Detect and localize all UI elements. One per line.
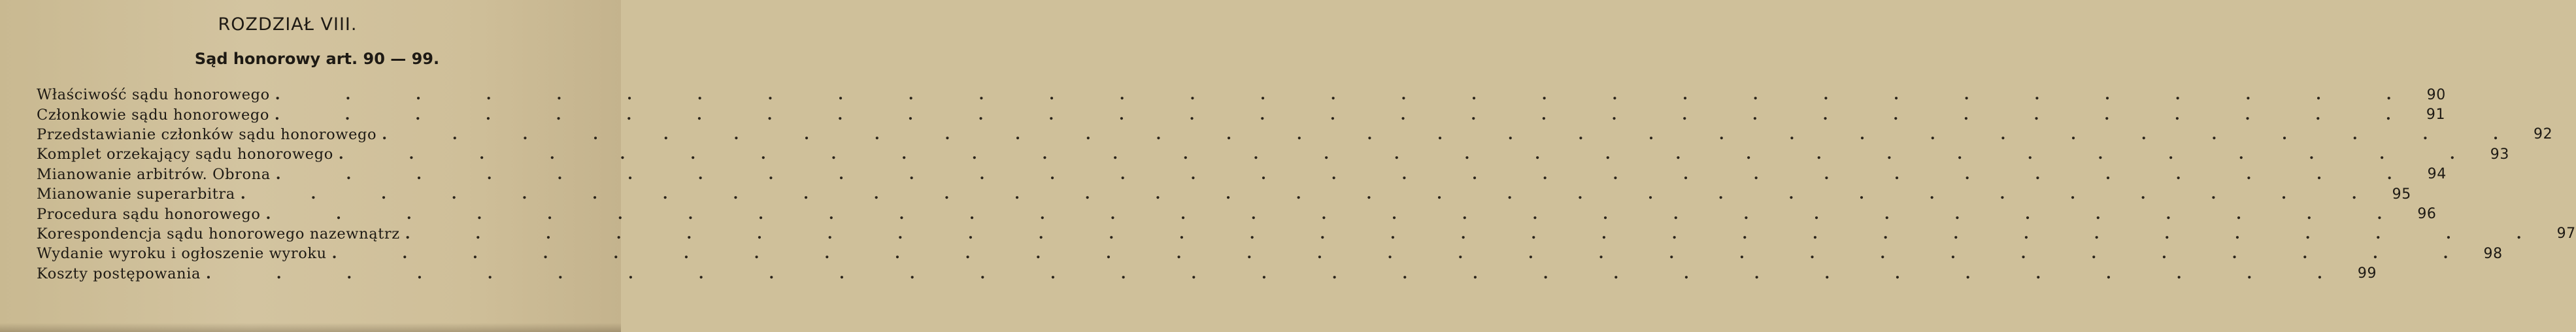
toc-row <box>37 244 2503 263</box>
toc-entry-article: 92 <box>2534 126 2553 143</box>
chapter-title: ROZDZIAŁ VIII. <box>218 14 358 35</box>
toc-row <box>37 125 2553 144</box>
dot-leader: . . . . . . . . . . . . . . . . . . . . . . . . . . . . . . . <box>265 205 2413 223</box>
dot-leader: . . . . . . . . . . . . . . . . . . . . . . . . . . . . . . . <box>331 245 2479 263</box>
toc-entry-article: 96 <box>2417 206 2437 223</box>
toc-row <box>37 224 2576 244</box>
toc-entry-title: Mianowanie arbitrów. Obrona <box>37 165 271 183</box>
toc-row <box>37 264 2377 284</box>
toc-entry-article: 97 <box>2556 225 2576 242</box>
page-bottom-shadow <box>0 323 621 332</box>
dot-leader: . . . . . . . . . . . . . . . . . . . . . . . . . . . . . . . <box>275 86 2422 104</box>
toc-row <box>37 105 2446 124</box>
toc-entry-title: Wydanie wyroku i ogłoszenie wyroku <box>37 245 327 263</box>
toc-entry-title: Członkowie sądu honorowego <box>37 106 270 124</box>
dot-leader: . . . . . . . . . . . . . . . . . . . . . . . . . . . . . . . <box>275 106 2421 124</box>
dot-leader: . . . . . . . . . . . . . . . . . . . . . . . . . . . . . . . <box>206 265 2352 282</box>
dot-leader: . . . . . . . . . . . . . . . . . . . . . . . . . . . . . . . <box>382 125 2529 143</box>
dot-leader: . . . . . . . . . . . . . . . . . . . . . . . . . . . . . . . <box>338 146 2485 163</box>
toc-entry-title: Komplet orzekający sądu honorowego <box>37 146 333 163</box>
dot-leader: . . . . . . . . . . . . . . . . . . . . . . . . . . . . . . . <box>240 186 2387 203</box>
toc-entry-article: 93 <box>2490 146 2509 163</box>
toc-entry-title: Procedura sądu honorowego <box>37 205 261 223</box>
table-of-contents <box>37 85 2576 284</box>
toc-entry-article: 98 <box>2483 245 2503 262</box>
toc-entry-title: Przedstawianie członków sądu honorowego <box>37 125 377 143</box>
toc-entry-article: 94 <box>2427 166 2447 183</box>
toc-entry-title: Właściwość sądu honorowego <box>37 86 270 104</box>
toc-row <box>37 165 2447 184</box>
toc-entry-article: 99 <box>2357 265 2377 282</box>
toc-entry-title: Korespondencja sądu honorowego nazewnątrz <box>37 225 400 242</box>
dot-leader: . . . . . . . . . . . . . . . . . . . . . . . . . . . . . . . <box>275 165 2422 183</box>
section-title: Sąd honorowy art. 90 — 99. <box>194 50 440 68</box>
toc-entry-title: Mianowanie superarbitra <box>37 186 235 203</box>
dot-leader: . . . . . . . . . . . . . . . . . . . . . . . . . . . . . . . <box>405 225 2552 242</box>
toc-row <box>37 184 2411 204</box>
toc-row <box>37 204 2437 224</box>
toc-entry-article: 90 <box>2426 86 2446 103</box>
toc-row <box>37 144 2509 164</box>
toc-entry-article: 91 <box>2426 107 2446 124</box>
toc-row <box>37 85 2446 105</box>
toc-entry-article: 95 <box>2392 186 2411 203</box>
toc-entry-title: Koszty postępowania <box>37 265 201 282</box>
